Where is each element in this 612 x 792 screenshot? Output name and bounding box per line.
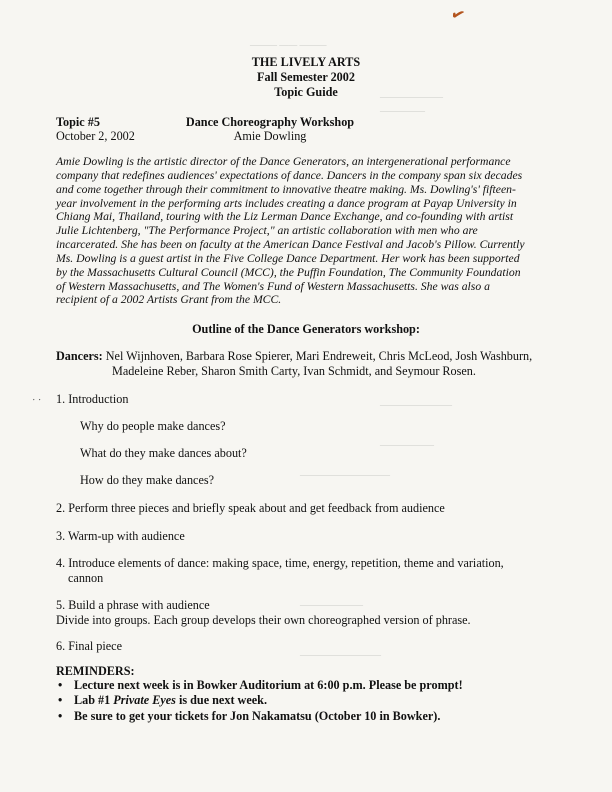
reminder-2-prefix: Lab #1 xyxy=(74,693,114,708)
presenter-bio: Amie Dowling is the artistic director of the Dance Generators, an intergenerational performance company that redefines audiences' expectations of dance. Dancers in the company span six decades and come together through their commitment to innovative theatre making. Ms. Dowling's' fifteen-year involvement in the performing arts includes creating a dance program at Payap University in Chiang Mai, Thailand, touring with the Liz Lerman Dance Exchange, and co-founding with artist Julie Lichtenberg, "The Performance Project," an artistic collaboration with men who are incarcerated. She has been on faculty at the American Dance Festival and Jacob's Pillow. Currently Ms. Dowling is a guest artist in the Five College Dance Department. Her work has been supported by the Massachusetts Cultural Council (MCC), the Puffin Foundation, The Community Foundation of Western Massachusetts, and The Women's Fund of Western Massachusetts. She was also a recipient of a 2002 Artists Grant from the MCC. xyxy=(56,155,525,307)
reminders-list xyxy=(56,678,463,724)
dancers-list xyxy=(56,349,556,379)
outline-item-5-line-1: 5. Build a phrase with audience xyxy=(56,598,210,612)
header-subtitle: Topic Guide xyxy=(274,85,338,99)
outline-item-4-line-1: 4. Introduce elements of dance: making space, time, energy, repetition, theme and variation, xyxy=(56,556,504,570)
margin-mark: ⋅ ⋅ xyxy=(32,395,42,406)
pen-mark-icon: ✔ xyxy=(448,5,467,26)
reminder-2-title: Private Eyes xyxy=(113,693,176,708)
header-semester: Fall Semester 2002 xyxy=(257,70,355,84)
reminder-2-suffix: is due next week. xyxy=(175,693,267,708)
reminders-title: REMINDERS: xyxy=(56,664,135,678)
outline-item-1: 1. Introduction xyxy=(56,392,129,406)
dancers-label: Dancers: xyxy=(56,349,103,363)
workshop-presenter: Amie Dowling xyxy=(233,129,307,143)
question-3: How do they make dances? xyxy=(80,473,215,487)
reminder-3: • Be sure to get your tickets for Jon Nakamatsu (October 10 in Bowker). xyxy=(56,709,463,724)
outline-item-4-line-2: cannon xyxy=(68,571,104,585)
topic-number: Topic #5 xyxy=(56,115,100,129)
reminder-1: • Lecture next week is in Bowker Auditorium at 6:00 p.m. Please be prompt! xyxy=(56,678,463,693)
outline-item-5-line-2: Divide into groups. Each group develops their own choreographed version of phrase. xyxy=(56,613,471,627)
reminder-2 xyxy=(56,693,463,708)
header-title: THE LIVELY ARTS xyxy=(251,55,361,69)
document-header xyxy=(0,55,612,100)
dancers-line-1: Nel Wijnhoven, Barbara Rose Spierer, Mari Endreweit, Chris McLeod, Josh Washburn, xyxy=(105,349,533,363)
bleed-through-text: ——— —— ——— ——————— ————— ———————— —————— —————————— ——————— ————————— xyxy=(250,40,452,660)
outline-item-6: 6. Final piece xyxy=(56,639,122,653)
topic-date: October 2, 2002 xyxy=(56,129,135,143)
outline-item-3: 3. Warm-up with audience xyxy=(56,529,185,543)
dancers-line-2: Madeleine Reber, Sharon Smith Carty, Ivan Schmidt, and Seymour Rosen. xyxy=(112,364,476,378)
question-2: What do they make dances about? xyxy=(80,446,247,460)
outline-item-4 xyxy=(56,556,556,586)
workshop-info xyxy=(170,115,370,143)
question-1: Why do people make dances? xyxy=(80,419,226,433)
workshop-title: Dance Choreography Workshop xyxy=(185,115,355,129)
outline-title: Outline of the Dance Generators workshop: xyxy=(192,322,420,336)
outline-item-2: 2. Perform three pieces and briefly speak about and get feedback from audience xyxy=(56,501,445,515)
outline-item-5 xyxy=(56,598,556,628)
topic-info xyxy=(56,115,135,143)
